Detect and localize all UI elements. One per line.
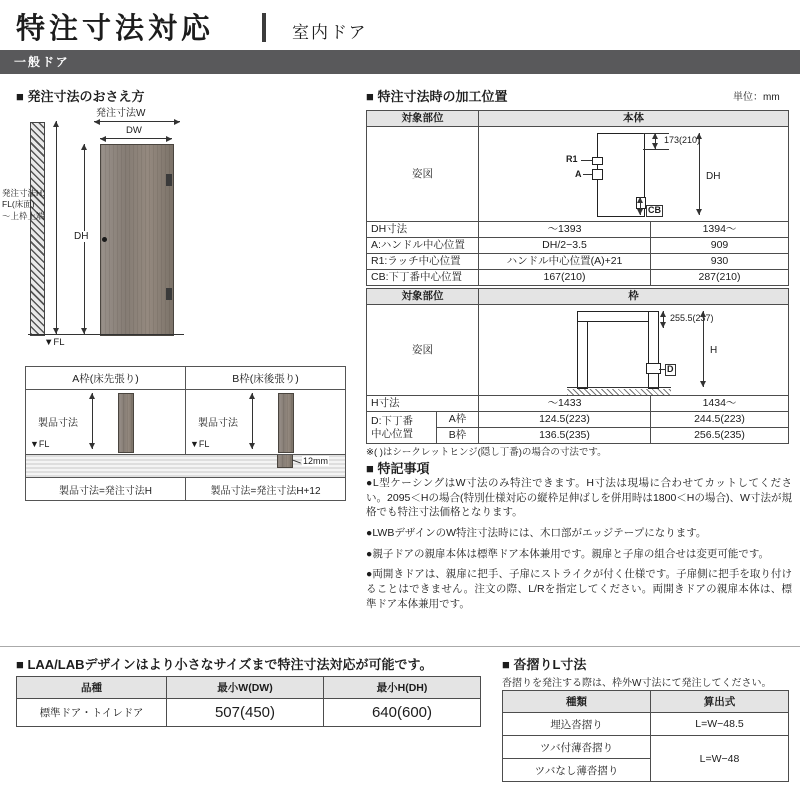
- body-row-dh-v2: 1394〜: [651, 222, 789, 238]
- frame-b-figure: [186, 390, 346, 455]
- gap-label: 12mm: [303, 456, 329, 466]
- body-row-cb-v1: 167(210): [479, 270, 651, 286]
- body-table-part-header: 対象部位: [367, 111, 479, 127]
- a-leader: [583, 174, 592, 175]
- h-dim-arrow: [703, 311, 704, 387]
- dim-tick-latch: [643, 149, 669, 150]
- kutsuzuri-row1-type: 埋込沓摺り: [503, 713, 651, 736]
- frame-b-jamb: [278, 393, 294, 453]
- page-title: 特注寸法対応: [16, 13, 215, 45]
- d-label: D: [667, 364, 674, 374]
- frame-comparison-table: [25, 366, 346, 501]
- notes-list: [366, 476, 792, 618]
- frame-b-title: B枠(床後張り): [186, 367, 346, 390]
- frame-figure: [479, 305, 789, 396]
- dw-arrow: [100, 138, 172, 139]
- r1-leader: [581, 160, 592, 161]
- note-item-4: ●両開きドアは、親扉に把手、子扉にストライクが付く仕様です。子扉側に把手を取り付けることはできません。注文の際、L/Rを指定してください。両開きドアの親扉本体は、標準ドア本体兼用です。: [366, 568, 792, 610]
- order-width-label: 発注寸法W: [96, 108, 146, 119]
- frame-row-a-v2: 244.5(223): [651, 412, 789, 428]
- frame-left-jamb: [577, 311, 588, 389]
- min-size-title: ■ LAA/LABデザインはより小さなサイズまで特注寸法対応が可能です。: [16, 657, 433, 672]
- frame-row-h-v1: 〜1433: [479, 396, 651, 412]
- min-size-header-type: 品種: [17, 677, 167, 699]
- title-divider: [262, 13, 266, 42]
- min-size-row-h: 640(600): [324, 699, 481, 727]
- product-dim-label-b: 製品寸法: [198, 418, 238, 429]
- dim-2555-arrow: [663, 311, 664, 328]
- kutsuzuri-title: ■ 沓摺りL寸法: [502, 657, 587, 672]
- frame-floor-hatch: [567, 389, 671, 395]
- kutsuzuri-header-type: 種類: [503, 691, 651, 713]
- body-row-a-v1: DH/2−3.5: [479, 238, 651, 254]
- frame-row-a-sub: A枠: [437, 412, 479, 428]
- order-height-label: [2, 188, 45, 222]
- min-size-row-w: 507(450): [167, 699, 324, 727]
- kutsuzuri-header-formula: 算出式: [651, 691, 789, 713]
- door-handle-dot: [102, 237, 107, 242]
- frame-table-part-header: 対象部位: [367, 289, 479, 305]
- body-row-label-cb: CB:下丁番中心位置: [367, 270, 479, 286]
- body-figure-caption: 姿図: [367, 127, 479, 222]
- dh-dim-label: DH: [706, 171, 721, 182]
- frame-row-label-h: H寸法: [367, 396, 479, 412]
- frame-row-label-d: [367, 412, 437, 444]
- bottom-section-divider: [0, 646, 800, 647]
- body-row-r1-v1: ハンドル中心位置(A)+21: [479, 254, 651, 270]
- category-label: 一般ドア: [14, 55, 70, 69]
- kutsuzuri-description: 沓摺りを発注する際は、枠外W寸法にて発注してください。: [502, 678, 772, 689]
- min-size-row-name: 標準ドア・トイレドア: [17, 699, 167, 727]
- unit-label: 単位：mm: [733, 92, 780, 103]
- dim-173-arrow: [655, 133, 656, 149]
- body-row-dh-v1: 〜1393: [479, 222, 651, 238]
- cb-label: CB: [648, 205, 661, 215]
- wall-section-hatch: [30, 122, 45, 336]
- door-leaf: [100, 144, 174, 336]
- notes-title: ■ 特記事項: [366, 461, 430, 476]
- body-table-target: 本体: [479, 111, 789, 127]
- frame-a-figure: [26, 390, 186, 455]
- body-machining-table: [366, 110, 789, 286]
- page-subtitle: 室内ドア: [292, 23, 368, 42]
- frame-a-formula: 製品寸法=発注寸法H: [26, 478, 186, 501]
- frame-figure-caption: 姿図: [367, 305, 479, 396]
- floor-hatch-band: [26, 455, 346, 478]
- fl-marker-b: ▼FL: [190, 439, 210, 449]
- order-height-arrow: [56, 121, 57, 334]
- cb-arrow: [640, 197, 641, 215]
- frame-table-target: 枠: [479, 289, 789, 305]
- d-label-line2: 中心位置: [371, 427, 413, 440]
- h-dim-label: H: [710, 345, 718, 356]
- frame-b-extension: [277, 455, 293, 468]
- note-item-1: ●L型ケーシングはW寸法のみ特注できます。H寸法は現場に合わせてカットしてください。2095＜Hの場合(特別仕様対応の縦枠足伸ばしを併用時は1800＜Hの場合)、W寸法が規格でも特注寸法価格となります。: [366, 477, 792, 519]
- note-item-2: ●LWBデザインのW特注寸法時には、木口部がエッジテープになります。: [366, 527, 707, 540]
- d-label-line1: D:下丁番: [371, 415, 413, 428]
- floor-line: [28, 334, 184, 335]
- a-label: A: [575, 169, 582, 179]
- body-row-cb-v2: 287(210): [651, 270, 789, 286]
- door-hinge-bottom: [166, 288, 172, 300]
- frame-row-b-v1: 136.5(235): [479, 428, 651, 444]
- category-bar: [0, 50, 800, 74]
- kutsuzuri-table: [502, 690, 789, 782]
- frame-machining-table: [366, 288, 789, 444]
- frame-row-b-sub: B枠: [437, 428, 479, 444]
- secret-hinge-note: ※( )はシークレットヒンジ(隠し丁番)の場合の寸法です。: [366, 447, 607, 458]
- fl-marker-a: ▼FL: [30, 439, 50, 449]
- min-size-header-h: 最小H(DH): [324, 677, 481, 699]
- order-height-label-line2: FL(床面): [2, 199, 35, 210]
- handle-mark: [592, 169, 603, 180]
- frame-floor-line: [567, 387, 671, 388]
- frame-a-title: A枠(床先張り): [26, 367, 186, 390]
- frame-row-h-v2: 1434〜: [651, 396, 789, 412]
- body-row-a-v2: 909: [651, 238, 789, 254]
- dw-label: DW: [126, 125, 142, 136]
- kutsuzuri-row1-formula: L=W−48.5: [651, 713, 789, 736]
- kutsuzuri-row2-type: ツバ付薄沓摺り: [503, 736, 651, 759]
- body-row-r1-v2: 930: [651, 254, 789, 270]
- dh-dim-arrow: [699, 133, 700, 215]
- kutsuzuri-row3-type: ツバなし薄沓摺り: [503, 759, 651, 782]
- order-height-label-line3: 〜上枠上端: [2, 210, 45, 221]
- fl-marker-label: ▼FL: [44, 337, 65, 348]
- order-height-label-line1: 発注寸法H:: [2, 188, 45, 198]
- dim-2555-label: 255.5(237): [670, 313, 714, 323]
- body-row-label-a: A:ハンドル中心位置: [367, 238, 479, 254]
- dim-173-label: 173(210): [664, 135, 701, 145]
- frame-right-jamb: [648, 311, 659, 389]
- section-title-machining: ■ 特注寸法時の加工位置: [366, 89, 508, 104]
- note-item-3: ●親子ドアの親扉本体は標準ドア本体兼用です。親扉と子扉の組合せは変更可能です。: [366, 547, 770, 560]
- r1-label: R1: [566, 154, 578, 164]
- product-dim-arrow-a: [92, 393, 93, 449]
- kutsuzuri-row2-formula: L=W−48: [651, 736, 789, 782]
- product-dim-arrow-b: [252, 393, 253, 449]
- latch-mark: [592, 157, 603, 165]
- frame-head: [577, 311, 659, 322]
- min-size-table: [16, 676, 481, 727]
- order-width-arrow: [94, 121, 180, 122]
- frame-a-jamb: [118, 393, 134, 453]
- frame-row-a-v1: 124.5(223): [479, 412, 651, 428]
- product-dim-label-a: 製品寸法: [38, 418, 78, 429]
- dh-label: DH: [74, 231, 89, 242]
- body-row-label-dh: DH寸法: [367, 222, 479, 238]
- section-title-order-dims: ■ 発注寸法のおさえ方: [16, 89, 145, 104]
- body-figure: [479, 127, 789, 222]
- frame-b-formula: 製品寸法=発注寸法H+12: [186, 478, 346, 501]
- body-row-label-r1: R1:ラッチ中心位置: [367, 254, 479, 270]
- frame-row-b-v2: 256.5(235): [651, 428, 789, 444]
- min-size-header-w: 最小W(DW): [167, 677, 324, 699]
- order-dimension-diagram: [0, 104, 352, 362]
- gap-leader-line: [292, 459, 301, 463]
- door-hinge-top: [166, 174, 172, 186]
